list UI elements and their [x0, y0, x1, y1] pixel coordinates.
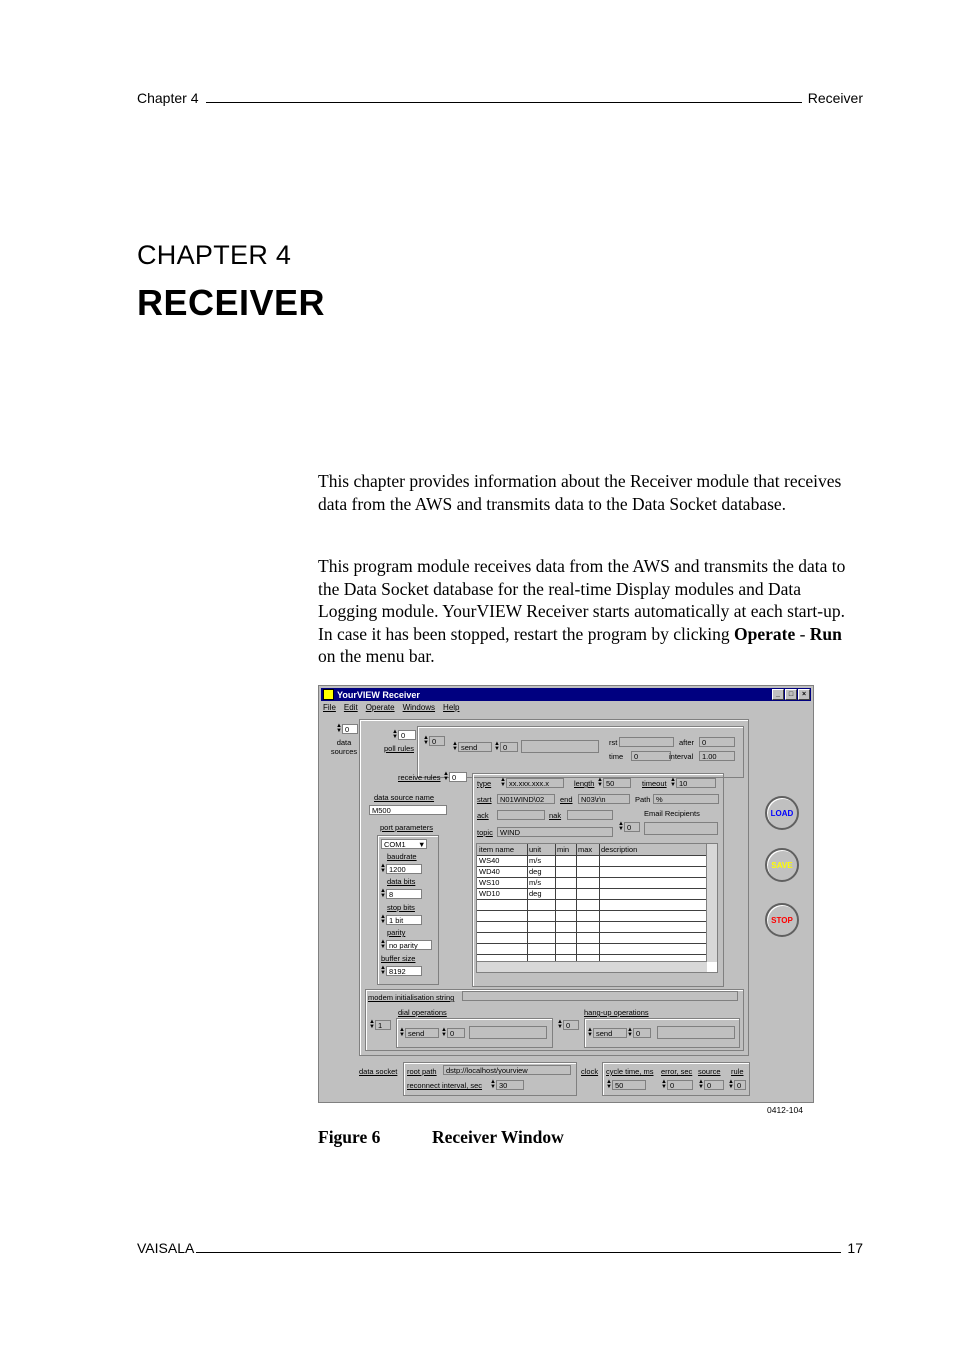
timeout-spinner[interactable]: ▲ ▼: [670, 777, 676, 788]
data-source-name-field[interactable]: M500: [369, 805, 447, 815]
poll-rules-field[interactable]: 0: [398, 730, 416, 740]
port-parameters-label: port parameters: [380, 823, 433, 832]
stop-bits-label: stop bits: [387, 903, 415, 912]
stop-bits-field[interactable]: 1 bit: [386, 915, 422, 925]
email-index-spinner[interactable]: ▲ ▼: [618, 821, 624, 832]
data-socket-label: data socket: [359, 1067, 398, 1076]
stop-bits-spinner[interactable]: ▲ ▼: [380, 914, 386, 925]
item-name-cell[interactable]: WD40: [479, 867, 500, 876]
figure-caption: [318, 1127, 564, 1148]
body-paragraph: [318, 555, 863, 668]
error-label: error, sec: [661, 1067, 693, 1076]
chapter-label: CHAPTER 4: [137, 240, 292, 270]
type-field[interactable]: xx.xxx.xxx.x: [506, 778, 564, 788]
receive-rules-label: receive rules: [398, 773, 441, 782]
error-spinner[interactable]: ▲ ▼: [661, 1079, 667, 1090]
body-text-sep: -: [795, 623, 810, 644]
item-unit-cell[interactable]: m/s: [529, 856, 542, 865]
start-label: start: [477, 795, 492, 804]
item-unit-cell[interactable]: m/s: [529, 878, 542, 887]
body-text-a: This program module receives data from the AWS and transmits the data to the Data Socket database for the real-time Display modules and Data Logging module. YourVIEW Receiver starts automatically at each start-up. In case it has been stopped, restart the program by clicking: [318, 556, 846, 644]
receiver-window-figure: [318, 685, 814, 1103]
window-title: YourVIEW Receiver: [337, 689, 420, 700]
nak-label: nak: [549, 811, 562, 820]
poll-time-field[interactable]: 0: [631, 751, 671, 761]
email-recipients-field[interactable]: [644, 822, 718, 835]
table-column-divider: [599, 844, 600, 962]
figure-title: Receiver Window: [432, 1127, 564, 1147]
table-column-divider: [576, 844, 577, 962]
hangup-send-field[interactable]: send: [593, 1028, 627, 1038]
parity-spinner[interactable]: ▲ ▼: [380, 939, 386, 950]
end-label: end: [560, 795, 573, 804]
poll-after-label: after: [679, 738, 695, 747]
source-label: source: [698, 1067, 721, 1076]
path-label: Path: [635, 795, 651, 804]
dial-operations-label: dial operations: [398, 1008, 447, 1017]
dial-command-field[interactable]: [469, 1026, 547, 1039]
modem-init-label: modem initialisation string: [368, 993, 455, 1002]
page-number: 17: [847, 1240, 863, 1256]
menu-windows[interactable]: Windows: [402, 703, 436, 712]
load-button[interactable]: LOAD: [765, 796, 799, 830]
dial-value-spinner[interactable]: ▲ ▼: [441, 1027, 447, 1038]
column-header: description: [601, 845, 638, 854]
menu-operate[interactable]: Operate: [365, 703, 395, 712]
table-column-divider: [555, 844, 556, 962]
baudrate-label: baudrate: [387, 852, 417, 861]
menu-file[interactable]: File: [323, 703, 336, 712]
menu-bar: [323, 703, 809, 715]
source-field[interactable]: 0: [704, 1080, 724, 1090]
length-label: length: [574, 779, 595, 788]
ack-label: ack: [477, 811, 489, 820]
clock-label: clock: [581, 1067, 599, 1076]
intro-paragraph: This chapter provides information about the Receiver module that receives data from the AWS and transmits data to the Data Socket database.: [318, 471, 842, 514]
type-label: type: [477, 779, 492, 788]
port-select[interactable]: COM1: [381, 839, 427, 849]
email-index-field[interactable]: 0: [624, 822, 640, 832]
baudrate-field[interactable]: 1200: [386, 864, 422, 874]
maximize-icon[interactable]: □: [785, 689, 797, 700]
reconnect-field[interactable]: 30: [496, 1080, 524, 1090]
modem-init-field[interactable]: [462, 991, 738, 1001]
stop-button[interactable]: STOP: [765, 903, 799, 937]
cycle-spinner[interactable]: ▲ ▼: [606, 1079, 612, 1090]
menu-operate-ref: Operate: [733, 623, 796, 644]
window-titlebar: [321, 688, 811, 701]
chevron-down-icon[interactable]: ▼: [418, 840, 426, 849]
poll-rst-field[interactable]: [619, 737, 674, 747]
nak-field[interactable]: [567, 810, 613, 820]
poll-rst-label: rst: [609, 738, 618, 747]
rule-label: rule: [731, 1067, 744, 1076]
poll-index-field[interactable]: 0: [429, 736, 445, 746]
data-sources-field[interactable]: 0: [342, 724, 358, 734]
minimize-icon[interactable]: _: [772, 689, 784, 700]
topic-label: topic: [477, 828, 493, 837]
baudrate-spinner[interactable]: ▲ ▼: [380, 863, 386, 874]
data-bits-spinner[interactable]: ▲ ▼: [380, 888, 386, 899]
root-path-label: root path: [407, 1067, 437, 1076]
header-chapter: Chapter 4: [137, 90, 199, 106]
hangup-value-field[interactable]: 0: [633, 1028, 651, 1038]
reconnect-spinner[interactable]: ▲ ▼: [490, 1079, 496, 1090]
dial-value-field[interactable]: 0: [447, 1028, 465, 1038]
column-header: max: [578, 845, 593, 854]
page-footer: [137, 1240, 863, 1256]
poll-rules-spinner[interactable]: ▲ ▼: [392, 729, 398, 740]
poll-send-spinner[interactable]: ▲ ▼: [452, 741, 458, 752]
length-spinner[interactable]: ▲ ▼: [597, 777, 603, 788]
length-field[interactable]: 50: [603, 778, 631, 788]
poll-index-spinner[interactable]: ▲ ▼: [423, 735, 429, 746]
data-source-name-label: data source name: [374, 793, 435, 802]
parity-field[interactable]: no parity: [386, 940, 432, 950]
hangup-command-field[interactable]: [657, 1026, 735, 1039]
buffer-size-spinner[interactable]: ▲ ▼: [380, 965, 386, 976]
item-name-cell[interactable]: WS40: [479, 856, 500, 865]
items-table: [476, 843, 718, 973]
rule-spinner[interactable]: ▲ ▼: [728, 1079, 734, 1090]
hangup-index-field[interactable]: 0: [563, 1020, 579, 1030]
item-unit-cell[interactable]: deg: [529, 867, 542, 876]
dial-send-field[interactable]: send: [405, 1028, 439, 1038]
ack-field[interactable]: [497, 810, 545, 820]
column-header: unit: [529, 845, 542, 854]
footer-rule: [196, 1252, 841, 1253]
hangup-operations-label: hang-up operations: [584, 1008, 649, 1017]
rule-field[interactable]: 0: [734, 1080, 746, 1090]
column-header: item name: [479, 845, 515, 854]
poll-interval-field[interactable]: 1.00: [699, 751, 735, 761]
poll-rules-label: poll rules: [384, 744, 415, 753]
save-button[interactable]: SAVE: [765, 848, 799, 882]
timeout-field[interactable]: 10: [676, 778, 716, 788]
footer-company: VAISALA: [137, 1240, 195, 1256]
poll-after-field[interactable]: 0: [699, 737, 735, 747]
buffer-size-label: buffer size: [381, 954, 416, 963]
close-icon[interactable]: ×: [798, 689, 810, 700]
topic-field[interactable]: WIND: [497, 827, 613, 837]
menu-help[interactable]: Help: [443, 703, 460, 712]
header-section: Receiver: [807, 90, 863, 106]
receive-rules-field[interactable]: 0: [449, 772, 467, 782]
end-field[interactable]: N03\r\n: [578, 794, 630, 804]
email-recipients-label: Email Recipients: [644, 809, 700, 818]
body-text-end: on the menu bar.: [318, 646, 435, 666]
timeout-label: timeout: [642, 779, 667, 788]
cycle-time-field[interactable]: 50: [612, 1080, 646, 1090]
header-rule: [206, 102, 801, 103]
item-name-cell[interactable]: WD10: [479, 889, 500, 898]
parity-label: parity: [387, 928, 406, 937]
dial-index-spinner[interactable]: ▲ ▼: [369, 1019, 375, 1030]
hangup-send-spinner[interactable]: ▲ ▼: [587, 1027, 593, 1038]
reconnect-interval-label: reconnect interval, sec: [407, 1081, 483, 1090]
figure-number: Figure 6: [318, 1127, 381, 1147]
start-field[interactable]: N01WIND\02: [497, 794, 555, 804]
app-icon: [323, 689, 334, 700]
vertical-scrollbar[interactable]: [706, 844, 717, 962]
cycle-time-label: cycle time, ms: [606, 1067, 654, 1076]
poll-interval-label: interval: [669, 752, 694, 761]
receive-rules-spinner[interactable]: ▲ ▼: [443, 771, 449, 782]
root-path-field[interactable]: dstp://localhost/yourview: [443, 1065, 571, 1075]
data-sources-label: data sources: [330, 738, 358, 756]
poll-send-field[interactable]: send: [458, 742, 492, 752]
type-spinner[interactable]: ▲ ▼: [500, 777, 506, 788]
hangup-index-spinner[interactable]: ▲ ▼: [557, 1019, 563, 1030]
dial-send-spinner[interactable]: ▲ ▼: [399, 1027, 405, 1038]
menu-edit[interactable]: Edit: [343, 703, 358, 712]
poll-send-index-field[interactable]: 0: [500, 742, 518, 752]
column-header: min: [557, 845, 570, 854]
dial-index-field[interactable]: 1: [375, 1020, 391, 1030]
path-field[interactable]: %: [653, 794, 719, 804]
item-unit-cell[interactable]: deg: [529, 889, 542, 898]
data-bits-label: data bits: [387, 877, 416, 886]
table-column-divider: [527, 844, 528, 962]
page-header: [137, 90, 863, 106]
chapter-title: RECEIVER: [137, 282, 326, 323]
figure-code: 0412-104: [767, 1105, 803, 1115]
horizontal-scrollbar[interactable]: [477, 961, 707, 972]
menu-run-ref: Run: [809, 623, 842, 644]
data-bits-field[interactable]: 8: [386, 889, 422, 899]
data-sources-spinner[interactable]: ▲ ▼: [336, 723, 342, 734]
poll-command-field[interactable]: [521, 740, 599, 753]
error-field[interactable]: 0: [667, 1080, 693, 1090]
buffer-size-field[interactable]: 8192: [386, 966, 422, 976]
table-row[interactable]: [477, 943, 707, 955]
item-name-cell[interactable]: WS10: [479, 878, 500, 887]
poll-send-index-spinner[interactable]: ▲ ▼: [494, 741, 500, 752]
hangup-value-spinner[interactable]: ▲ ▼: [627, 1027, 633, 1038]
poll-time-label: time: [609, 752, 624, 761]
source-spinner[interactable]: ▲ ▼: [698, 1079, 704, 1090]
